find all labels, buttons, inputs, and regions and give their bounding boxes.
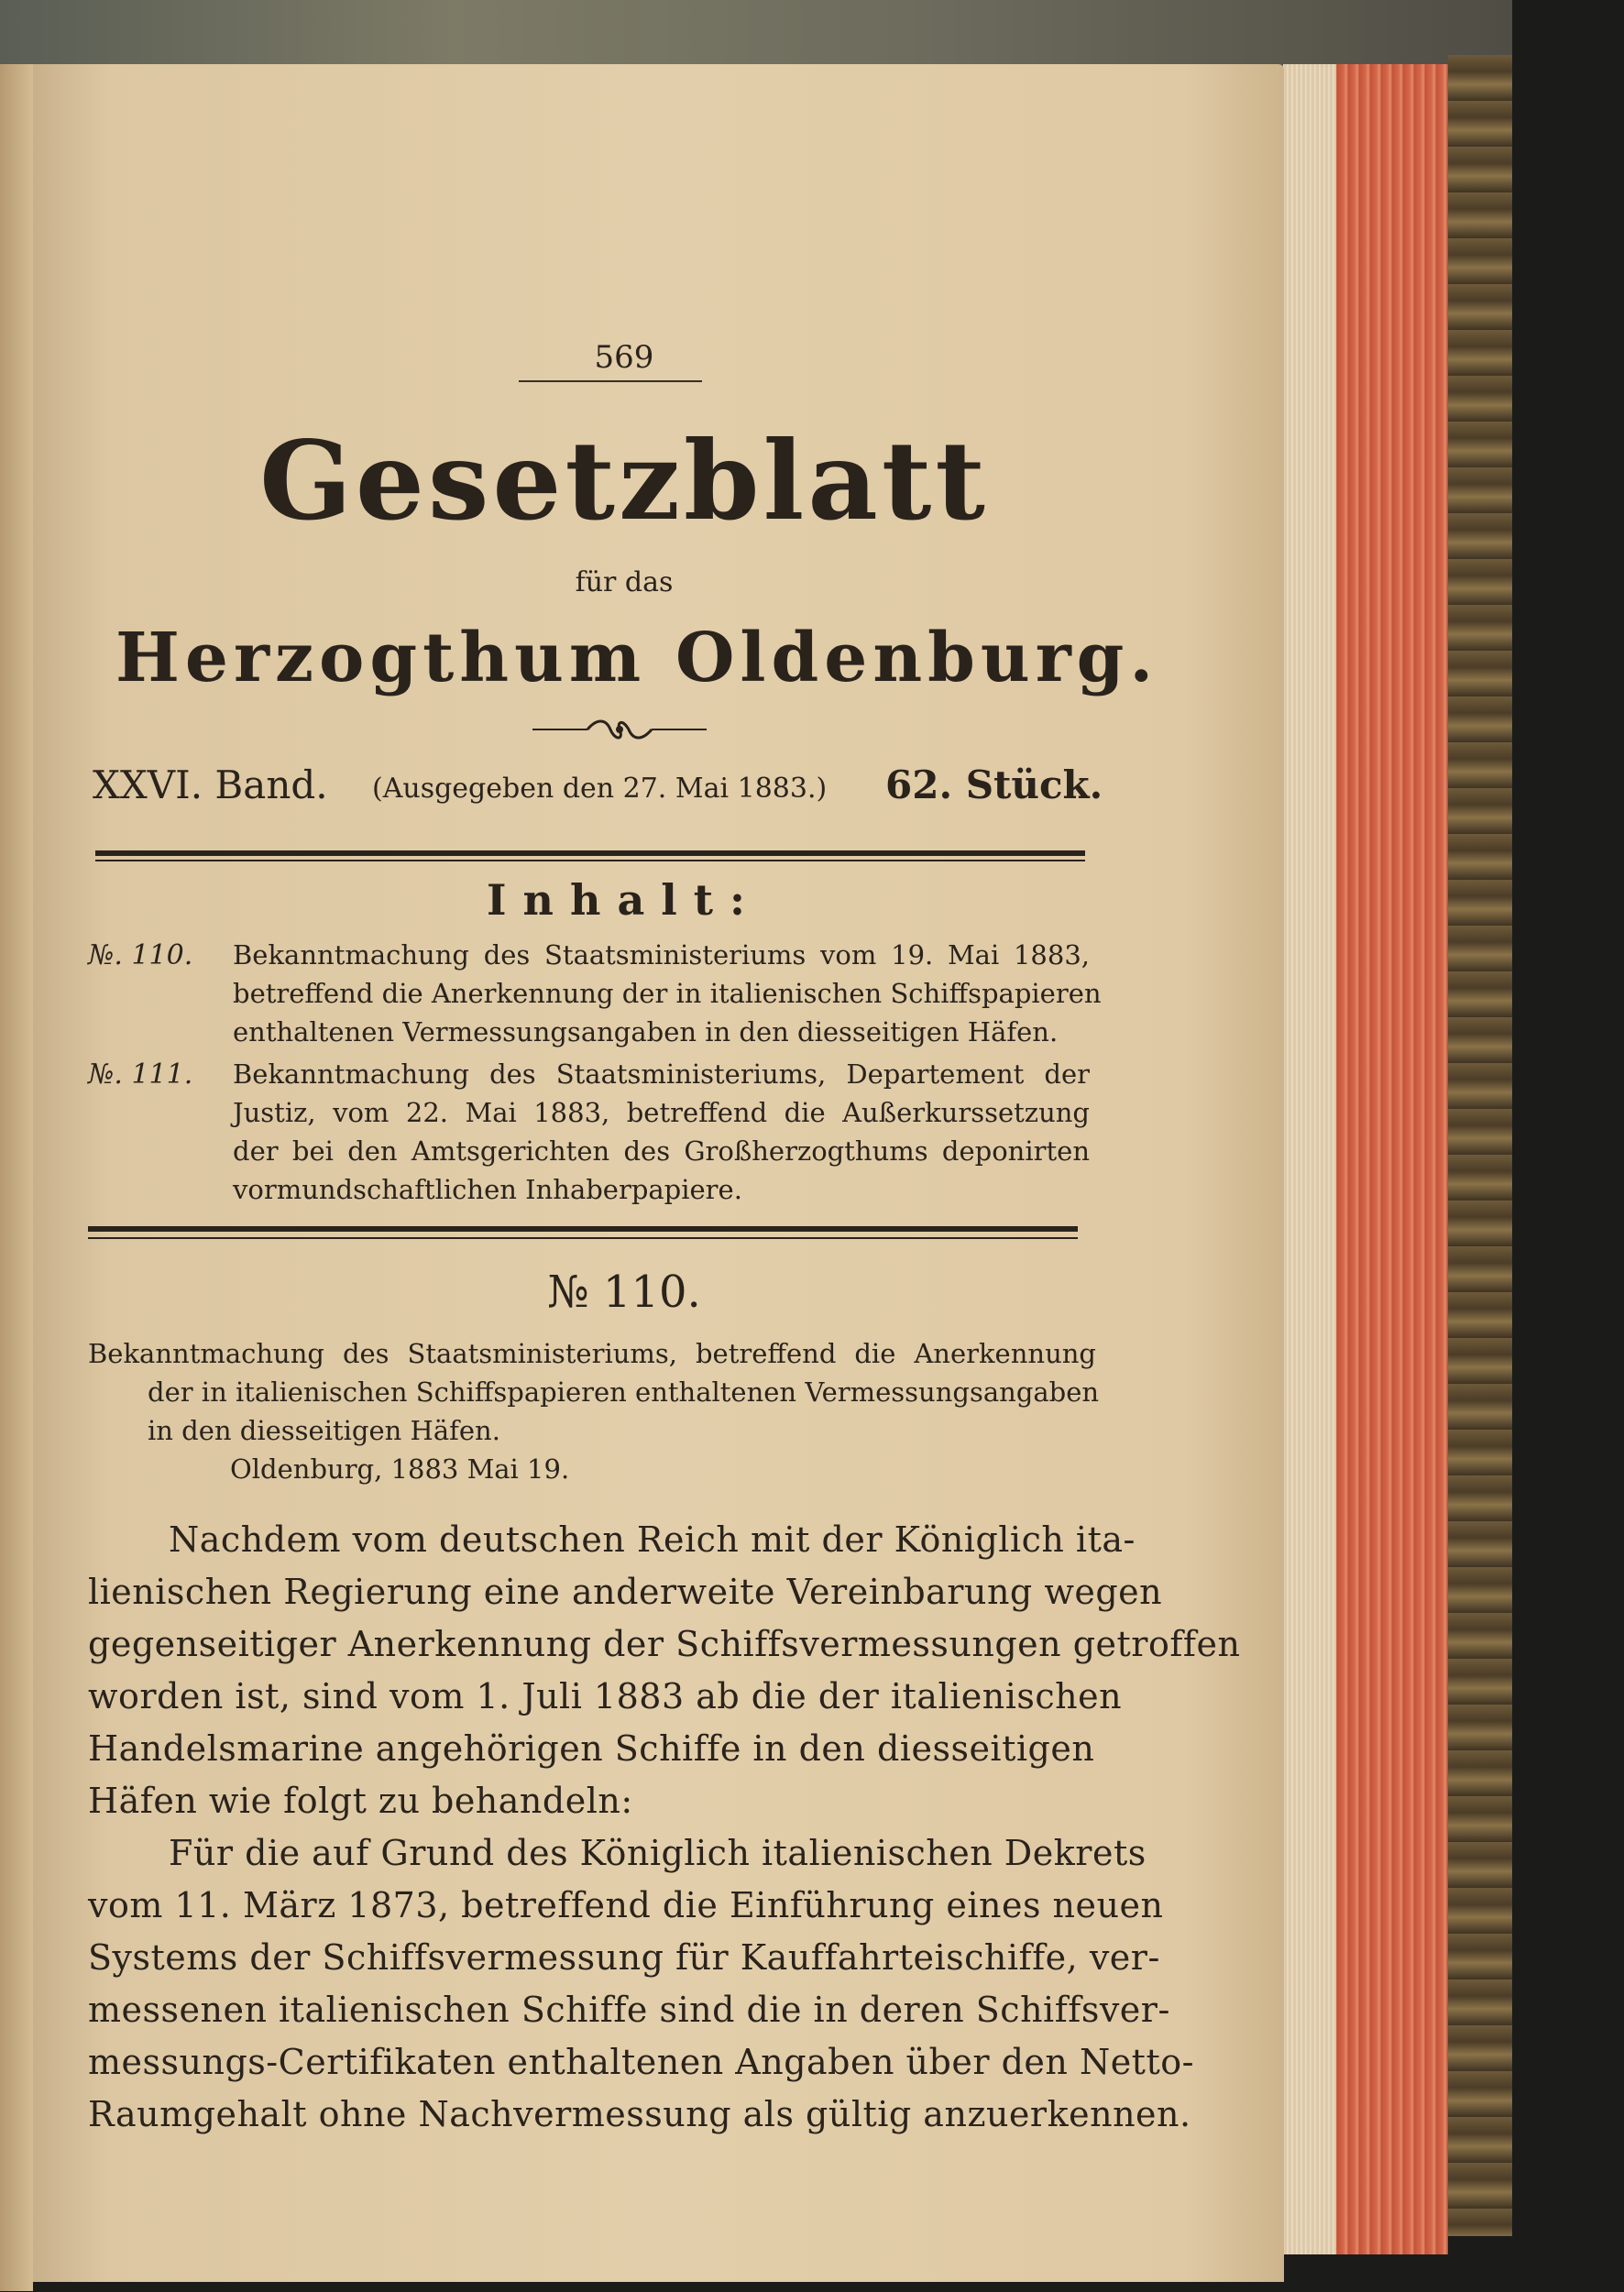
body-line: gegenseitiger Anerkennung der Schiffsvermessungen getroffen [88, 1624, 1241, 1664]
section-title-line: Bekanntmachung des Staatsministeriums, betreffend die Anerkennung [88, 1338, 1096, 1369]
body-line: Nachdem vom deutschen Reich mit der Königlich ita- [169, 1519, 1136, 1560]
page-number: 569 [594, 339, 654, 376]
body-line: Systems der Schiffsvermessung für Kauffahrteischiffe, ver- [88, 1937, 1160, 1978]
place-date: Oldenburg, 1883 Mai 19. [230, 1453, 570, 1485]
body-line: messungs-Certifikaten enthaltenen Angaben über den Netto- [88, 2042, 1194, 2082]
ornament-divider-icon [532, 717, 707, 742]
page-edges [1283, 64, 1336, 2254]
section-title-line: der in italienischen Schiffspapieren enthaltenen Vermessungsangaben [148, 1376, 1100, 1408]
contents-entry-line: betreffend die Anerkennung der in italienischen Schiffspapieren [233, 978, 1102, 1009]
rule-top-thin [95, 860, 1085, 861]
contents-entry-line: Bekanntmachung des Staatsministeriums, Departement der [233, 1058, 1090, 1090]
body-line: lienischen Regierung eine anderweite Vereinbarung wegen [88, 1572, 1163, 1612]
contents-entry-line: Bekanntmachung des Staatsministeriums vom 19. Mai 1883, [233, 939, 1090, 971]
issue-date: (Ausgegeben den 27. Mai 1883.) [372, 773, 828, 805]
body-line: messenen italienischen Schiffe sind die in deren Schiffsver- [88, 1990, 1170, 2030]
contents-entry-line: vormundschaftlichen Inhaberpapiere. [233, 1174, 742, 1205]
contents-heading: Inhalt: [487, 875, 762, 925]
contents-entry-number: №. 110. [88, 939, 193, 971]
contents-entry-line: enthaltenen Vermessungsangaben in den diesseitigen Häfen. [233, 1016, 1059, 1047]
issue-stueck: 62. Stück. [885, 762, 1103, 807]
contents-entry-line: der bei den Amtsgerichten des Großherzogthums deponirten [233, 1135, 1090, 1167]
body-line: Handelsmarine angehörigen Schiffe in den diesseitigen [88, 1728, 1095, 1769]
marbled-cover-edge [1448, 55, 1512, 2236]
rule-bottom-thin [88, 1237, 1078, 1239]
masthead-subtitle-small: für das [575, 566, 674, 598]
body-line: Für die auf Grund des Königlich italienischen Dekrets [169, 1833, 1147, 1873]
body-line: Häfen wie folgt zu behandeln: [88, 1781, 633, 1821]
contents-entry-line: Justiz, vom 22. Mai 1883, betreffend die Außerkurssetzung [233, 1097, 1090, 1128]
issue-band: XXVI. Band. [93, 762, 328, 807]
document-page [33, 64, 1284, 2282]
rule-top-thick [95, 850, 1085, 856]
body-line: worden ist, sind vom 1. Juli 1883 ab die der italienischen [88, 1676, 1123, 1716]
body-line: vom 11. März 1873, betreffend die Einführung eines neuen [88, 1885, 1164, 1925]
body-line: Raumgehalt ohne Nachvermessung als gültig anzuerkennen. [88, 2094, 1191, 2134]
rule-bottom-thick [88, 1226, 1078, 1232]
section-title-line: in den diesseitigen Häfen. [148, 1415, 500, 1446]
section-number: № 110. [547, 1267, 701, 1318]
page-number-rule [519, 380, 702, 382]
contents-entry-number: №. 111. [88, 1058, 193, 1091]
masthead-title: Gesetzblatt [259, 417, 989, 544]
masthead-subtitle-large: Herzogthum Oldenburg. [115, 619, 1159, 697]
previous-page-edge [0, 64, 33, 2291]
